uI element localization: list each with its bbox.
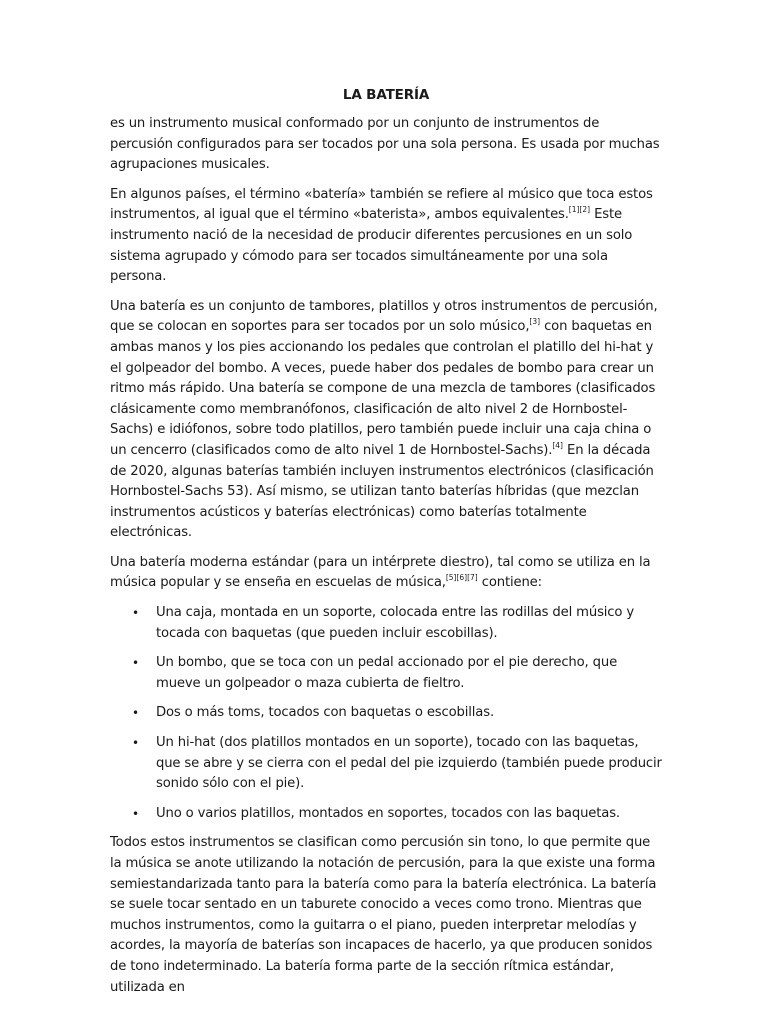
list-item-text: Un bombo, que se toca con un pedal accionado por el pie derecho, que mueve un golpeador o maza cubierta de fieltro. <box>156 655 618 691</box>
paragraph-term-text-a: En algunos países, el término «batería» también se refiere al músico que toca estos instrumentos, al igual que el término «baterista», ambos equivalentes. <box>110 186 653 223</box>
paragraph-classification: Todos estos instrumentos se clasifican como percusión sin tono, lo que permite que la música se anote utilizando la notación de percusión, para la que existe una forma semiestandarizada tanto para la batería como para la batería electrónica. La batería se suele tocar sentado en un taburete conocido a veces como trono. Mientras que muchos instrumentos, como la guitarra o el piano, pueden interpretar melodías y acordes, la mayoría de baterías son incapaces de hacerlo, ya que producen sonidos de tono indeterminado. La batería forma parte de la sección rítmica estándar, utilizada en <box>110 835 657 995</box>
paragraph-standard-kit <box>110 553 662 594</box>
list-item-text: Dos o más toms, tocados con baquetas o escobillas. <box>156 705 494 721</box>
citation-4[interactable]: [4] <box>552 440 563 450</box>
list-item <box>110 733 662 795</box>
document-page <box>110 84 662 1007</box>
paragraph-intro: es un instrumento musical conformado por un conjunto de instrumentos de percusión configurados para ser tocados por una sola persona. Es usada por muchas agrupaciones musicales. <box>110 116 660 173</box>
bullet-icon: • <box>132 806 139 821</box>
citation-3[interactable]: [3] <box>529 316 541 326</box>
citation-5-6-7[interactable]: [5][6][7] <box>445 573 478 583</box>
bullet-icon: • <box>132 606 139 621</box>
bullet-icon: • <box>132 656 139 671</box>
list-item <box>110 653 662 694</box>
list-item <box>110 603 662 644</box>
paragraph-description-text-c: En la década de 2020, algunas baterías también incluyen instrumentos electrónicos (clasificación Hornbostel-Sachs 53). Así mismo, se utilizan tanto baterías híbridas (que mezclan instrumentos acústicos y baterías electrónicas) como baterías totalmente electrónicas. <box>110 442 654 541</box>
page-title: LA BATERÍA <box>342 87 430 103</box>
paragraph-standard-kit-text-b: contiene: <box>477 575 542 591</box>
paragraph-description <box>110 297 662 544</box>
citation-1-2[interactable]: [1][2] <box>568 204 591 214</box>
list-item-text: Un hi-hat (dos platillos montados en un soporte), tocado con las baquetas, que se abre y se cierra con el pedal del pie izquierdo (también puede producir sonido sólo con el pie). <box>156 735 662 792</box>
kit-components-list <box>110 603 662 824</box>
list-item <box>110 703 662 724</box>
bullet-icon: • <box>132 736 139 751</box>
paragraph-term-text-b: Este instrumento nació de la necesidad de producir diferentes percusiones en un solo sistema agrupado y cómodo para ser tocados simultáneamente por una sola persona. <box>110 207 633 285</box>
list-item-text: Uno o varios platillos, montados en soportes, tocados con las baquetas. <box>156 805 620 821</box>
list-item <box>110 804 662 825</box>
paragraph-description-text-b: con baquetas en ambas manos y los pies accionando los pedales que controlan el platillo del hi-hat y el golpeador del bombo. A veces, puede haber dos pedales de bombo para crear un ritmo más rápido. Una batería se compone de una mezcla de tambores (clasificados clásicamente como membranófonos, clasificación de alto nivel 2 de Hornbostel-Sachs) e idiófonos, sobre todo platillos, pero también puede incluir una caja china o un cencerro (clasificados como de alto nivel 1 de Hornbostel-Sachs). <box>110 319 656 458</box>
paragraph-description-text-a: Una batería es un conjunto de tambores, platillos y otros instrumentos de percusión, que se colocan en soportes para ser tocados por un solo músico, <box>110 298 658 335</box>
paragraph-term <box>110 185 662 288</box>
paragraph-standard-kit-text-a: Una batería moderna estándar (para un intérprete diestro), tal como se utiliza en la música popular y se enseña en escuelas de música, <box>110 554 651 591</box>
bullet-icon: • <box>132 706 139 721</box>
list-item-text: Una caja, montada en un soporte, colocada entre las rodillas del músico y tocada con baquetas (que pueden incluir escobillas). <box>156 605 635 641</box>
